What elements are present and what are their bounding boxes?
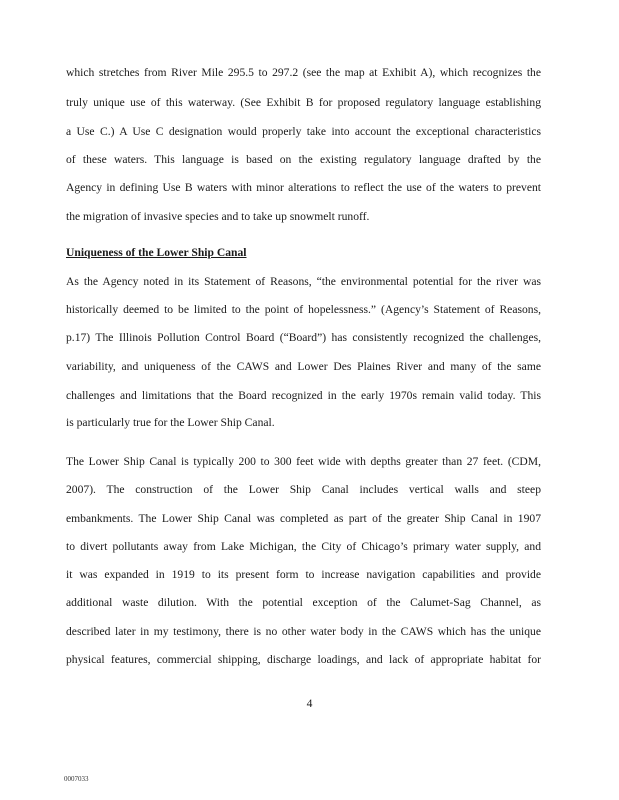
paragraph-2-line-1: As the Agency noted in its Statement of Reasons, “the environmental potential for the river was: [66, 275, 541, 288]
paragraph-2-line-6: is particularly true for the Lower Ship Canal.: [66, 416, 275, 429]
paragraph-3-line-3: embankments. The Lower Ship Canal was completed as part of the greater Ship Canal in 1907: [66, 512, 541, 525]
paragraph-1-line-6: the migration of invasive species and to take up snowmelt runoff.: [66, 210, 370, 223]
paragraph-3-line-2: 2007). The construction of the Lower Ship Canal includes vertical walls and steep: [66, 483, 541, 496]
paragraph-1-line-1: which stretches from River Mile 295.5 to 297.2 (see the map at Exhibit A), which recognizes the: [66, 66, 541, 79]
paragraph-2-line-5: challenges and limitations that the Board recognized in the early 1970s remain valid today. This: [66, 389, 541, 402]
paragraph-2-line-3: p.17) The Illinois Pollution Control Board (“Board”) has consistently recognized the challenges,: [66, 331, 541, 344]
section-heading: Uniqueness of the Lower Ship Canal: [66, 246, 247, 259]
paragraph-3-line-6: additional waste dilution. With the potential exception of the Calumet-Sag Channel, as: [66, 596, 541, 609]
paragraph-2-line-4: variability, and uniqueness of the CAWS and Lower Des Plaines River and many of the same: [66, 360, 541, 373]
page-number: 4: [306, 697, 313, 710]
paragraph-3-line-5: it was expanded in 1919 to its present form to increase navigation capabilities and provide: [66, 568, 541, 581]
paragraph-2-line-2: historically deemed to be limited to the point of hopelessness.” (Agency’s Statement of Reasons,: [66, 303, 541, 316]
paragraph-3-line-7: described later in my testimony, there is no other water body in the CAWS which has the unique: [66, 625, 541, 638]
paragraph-3-line-1: The Lower Ship Canal is typically 200 to 300 feet wide with depths greater than 27 feet. (CDM,: [66, 455, 541, 468]
paragraph-3-line-8: physical features, commercial shipping, discharge loadings, and lack of appropriate habitat for: [66, 653, 541, 666]
paragraph-1-line-2: truly unique use of this waterway. (See Exhibit B for proposed regulatory language establishing: [66, 96, 541, 109]
paragraph-3-line-4: to divert pollutants away from Lake Michigan, the City of Chicago’s primary water supply, and: [66, 540, 541, 553]
paragraph-1-line-3: a Use C.) A Use C designation would properly take into account the exceptional characteristics: [66, 125, 541, 138]
paragraph-1-line-5: Agency in defining Use B waters with minor alterations to reflect the use of the waters to prevent: [66, 181, 541, 194]
paragraph-1-line-4: of these waters. This language is based on the existing regulatory language drafted by the: [66, 153, 541, 166]
footer-document-id: 0007033: [64, 775, 89, 783]
